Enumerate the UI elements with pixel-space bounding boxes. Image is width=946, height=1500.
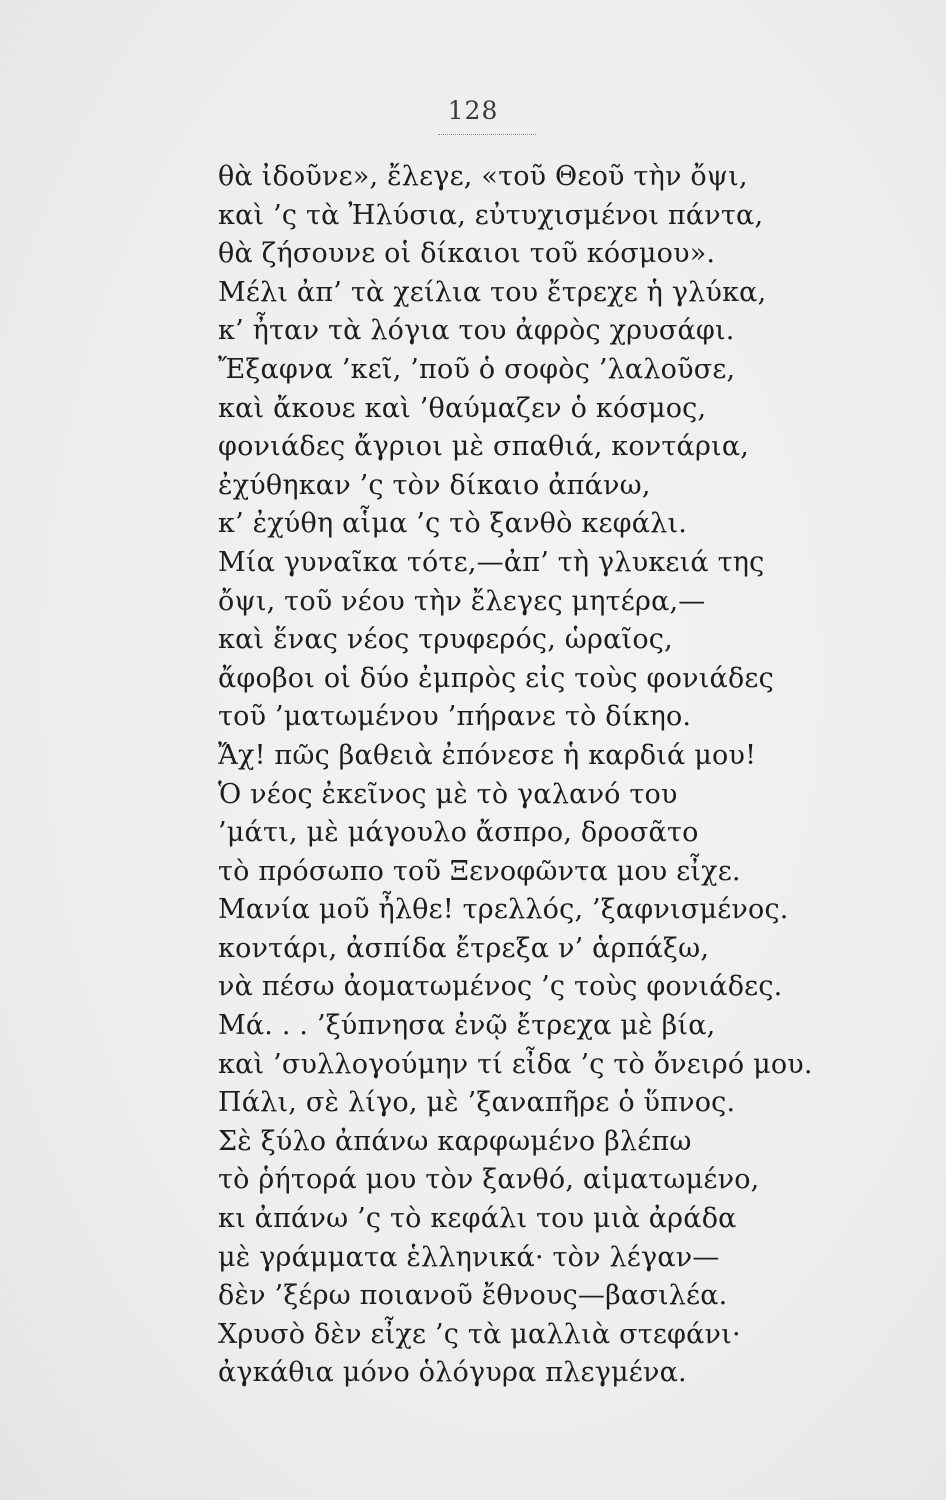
poem-line: κι ἀπάνω ’ς τὸ κεφάλι του μιὰ ἀράδα xyxy=(218,1203,737,1235)
poem-line: ἄφοβοι οἱ δύο ἐμπρὸς εἰς τοὺς φονιάδες xyxy=(218,662,774,694)
poem-line: ’μάτι, μὲ μάγουλο ἄσπρο, δροσᾶτο xyxy=(218,817,699,849)
poem-line: ἐχύθηκαν ’ς τὸν δίκαιο ἀπάνω, xyxy=(218,469,651,501)
poem-line: τὸ πρόσωπο τοῦ Ξενοφῶντα μου εἶχε. xyxy=(218,855,741,887)
poem-line: Μανία μοῦ ἦλθε! τρελλός, ’ξαφνισμένος. xyxy=(218,894,789,926)
poem-line: καὶ ἕνας νέος τρυφερός, ὡραῖος, xyxy=(218,624,673,656)
poem-line: Χρυσὸ δὲν εἶχε ’ς τὰ μαλλιὰ στεφάνι· xyxy=(218,1318,741,1350)
poem-line: κ’ ἐχύθη αἷμα ’ς τὸ ξανθὸ κεφάλι. xyxy=(218,508,688,540)
poem-line: μὲ γράμματα ἑλληνικά· τὸν λέγαν— xyxy=(218,1241,720,1273)
poem-line: φονιάδες ἄγριοι μὲ σπαθιά, κοντάρια, xyxy=(218,431,750,463)
poem-line: θὰ ἰδοῦνε», ἔλεγε, «τοῦ Θεοῦ τὴν ὄψι, xyxy=(218,161,748,192)
page-number: 128 xyxy=(447,96,499,125)
poem-line: Μία γυναῖκα τότε,—ἀπ’ τὴ γλυκειά της xyxy=(218,546,765,578)
poem-line: καὶ ’ς τὰ Ἠλύσια, εὐτυχισμένοι πάντα, xyxy=(218,199,764,231)
poem-line: Ἔξαφνα ’κεῖ, ’ποῦ ὁ σοφὸς ’λαλοῦσε, xyxy=(218,353,736,385)
poem-line: τοῦ ’ματωμένου ’πήρανε τὸ δίκηο. xyxy=(218,701,692,733)
poem-line: Ἄχ! πῶς βαθειὰ ἐπόνεσε ἡ καρδιά μου! xyxy=(218,739,757,771)
poem-line: ὄψι, τοῦ νέου τὴν ἔλεγες μητέρα,— xyxy=(218,585,706,617)
poem-line: καὶ ’συλλογούμην τί εἶδα ’ς τὸ ὄνειρό μου. xyxy=(218,1048,813,1080)
poem-line: νὰ πέσω ἀοματωμένος ’ς τοὺς φονιάδες. xyxy=(218,971,783,1003)
poem-line: ἀγκάθια μόνο ὁλόγυρα πλεγμένα. xyxy=(218,1357,687,1389)
poem-line: καὶ ἄκουε καὶ ’θαύμαζεν ὁ κόσμος, xyxy=(218,392,707,424)
poem-line: κοντάρι, ἀσπίδα ἔτρεξα ν’ ἁρπάξω, xyxy=(218,932,710,964)
poem-line: δὲν ’ξέρω ποιανοῦ ἔθνους—βασιλέα. xyxy=(218,1280,728,1312)
poem-text xyxy=(218,158,858,1393)
poem-line: Μέλι ἀπ’ τὰ χείλια του ἔτρεχε ἡ γλύκα, xyxy=(218,276,767,308)
header-rule xyxy=(438,134,536,135)
poem-line: Σὲ ξύλο ἀπάνω καρφωμένο βλέπω xyxy=(218,1125,692,1157)
poem-line: Ὁ νέος ἐκεῖνος μὲ τὸ γαλανό του xyxy=(218,778,678,810)
poem-line: Πάλι, σὲ λίγο, μὲ ’ξαναπῆρε ὁ ὕπνος. xyxy=(218,1087,736,1119)
poem-line: θὰ ζήσουνε οἱ δίκαιοι τοῦ κόσμου». xyxy=(218,238,716,270)
poem-line: κ’ ἦταν τὰ λόγια του ἀφρὸς χρυσάφι. xyxy=(218,315,735,347)
poem-line: Μά. . . ’ξύπνησα ἐνῷ ἔτρεχα μὲ βία, xyxy=(218,1010,716,1042)
poem-line: τὸ ῥήτορά μου τὸν ξανθό, αἱματωμένο, xyxy=(218,1164,760,1196)
